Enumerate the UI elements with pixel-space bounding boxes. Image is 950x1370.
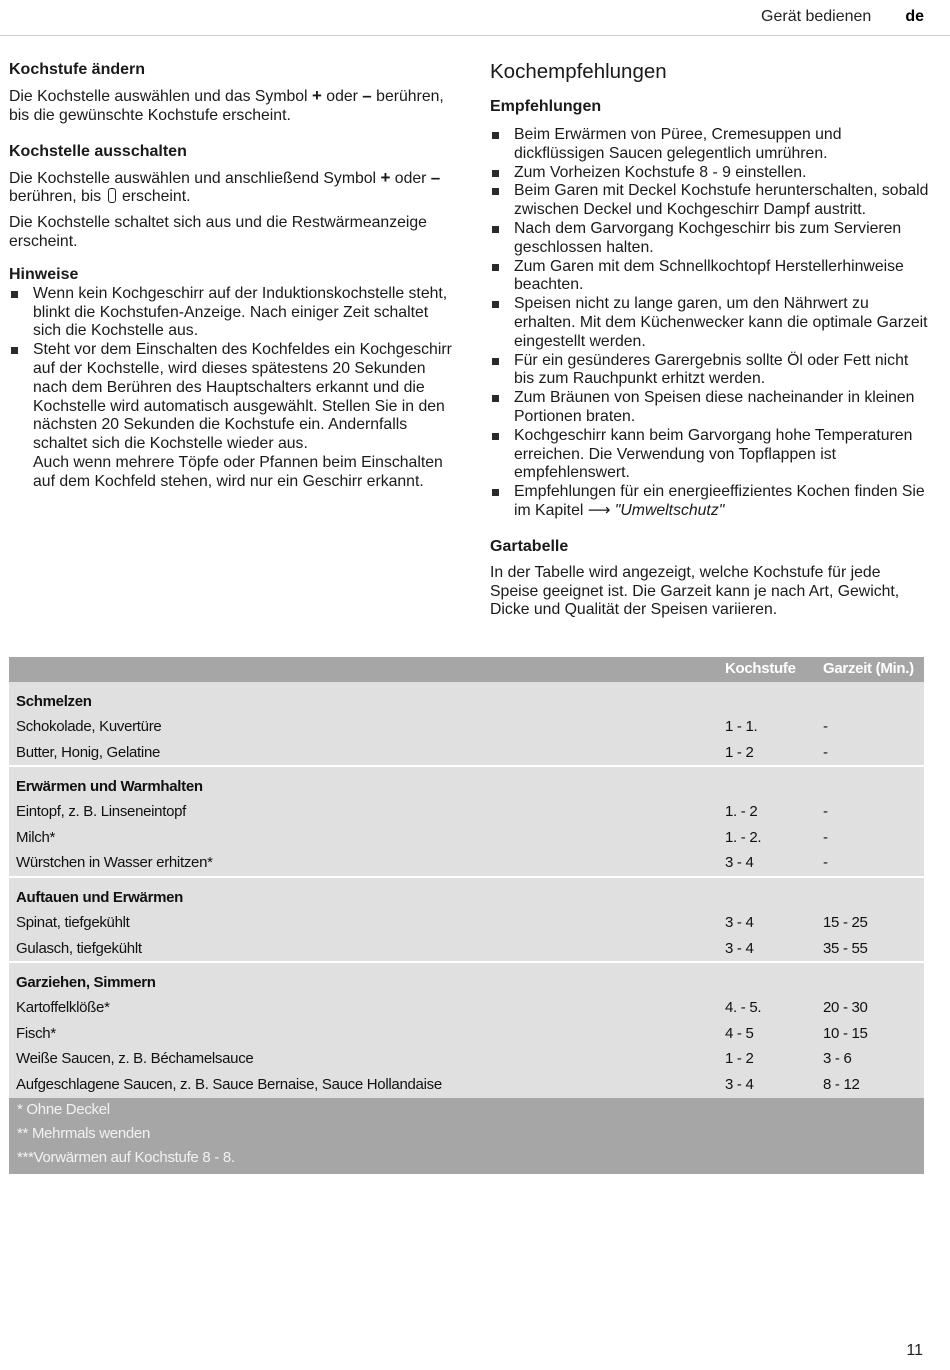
- section-title-kochstelle-ausschalten: Kochstelle ausschalten: [9, 142, 187, 160]
- arrow-right-icon: ⟶: [587, 501, 611, 519]
- table-row: Schokolade, Kuvertüre 1 - 1. -: [16, 718, 828, 735]
- list-item: Zum Bräunen von Speisen diese nacheinander in kleinen Portionen braten.: [490, 389, 930, 427]
- table-row: Kartoffelklöße* 4. - 5. 20 - 30: [16, 999, 868, 1017]
- page-number: 11: [906, 1342, 923, 1359]
- language-code: de: [905, 8, 924, 25]
- table-row: Fisch* 4 - 5 10 - 15: [16, 1024, 868, 1042]
- list-item: Nach dem Garvorgang Kochgeschirr bis zum Servieren geschlossen halten.: [490, 220, 930, 258]
- list-item: Zum Vorheizen Kochstufe 8 - 9 einstellen.: [490, 164, 930, 183]
- table-group-erwaermen: [9, 767, 924, 878]
- table-group-garziehen: [9, 963, 924, 1097]
- paragraph-kochstelle-ausschalten: Die Kochstelle auswählen und anschließend Symbol + oder – berühren, bis erscheint.: [9, 167, 441, 206]
- section-title-hinweise: Hinweise: [9, 265, 79, 283]
- list-item: Speisen nicht zu lange garen, um den Nährwert zu erhalten. Mit dem Küchenwecker kann die optimale Garzeit eingestellt werden.: [490, 295, 930, 351]
- left-column: [9, 60, 454, 492]
- paragraph-hint-extra: Auch wenn mehrere Töpfe oder Pfannen beim Einschalten auf dem Kochfeld stehen, wird nur ein Geschirr erkannt.: [33, 453, 443, 490]
- subsection-title-empfehlungen: Empfehlungen: [490, 98, 602, 115]
- group-title: Auftauen und Erwärmen: [16, 888, 184, 906]
- list-item: Für ein gesünderes Garergebnis sollte Öl oder Fett nicht bis zum Rauchpunkt erhitzt werden.: [490, 352, 930, 390]
- footnote: ***Vorwärmen auf Kochstufe 8 - 8.: [17, 1148, 235, 1166]
- table-row: Eintopf, z. B. Linseneintopf 1. - 2 -: [16, 803, 828, 821]
- section-title-kochempfehlungen: Kochempfehlungen: [490, 60, 667, 83]
- group-title: Garziehen, Simmern: [16, 974, 156, 992]
- column-header-kochstufe: Kochstufe: [725, 660, 796, 677]
- right-column: [490, 60, 930, 620]
- list-item: Kochgeschirr kann beim Garvorgang hohe Temperaturen erreichen. Die Verwendung von Topflappen ist empfehlenswert.: [490, 427, 930, 483]
- table-footnotes: [9, 1098, 924, 1174]
- plus-icon: +: [380, 167, 391, 187]
- table-row: Würstchen in Wasser erhitzen* 3 - 4 -: [16, 854, 828, 872]
- list-item: Beim Garen mit Deckel Kochstufe herunterschalten, sobald zwischen Deckel und Kochgeschirr Dampf austritt.: [490, 182, 930, 220]
- list-item: Wenn kein Kochgeschirr auf der Induktionskochstelle steht, blinkt die Kochstufen-Anzeige. Nach einiger Zeit schaltet sich die Kochstelle aus.: [9, 285, 454, 341]
- table-row: Gulasch, tiefgekühlt 3 - 4 35 - 55: [16, 939, 868, 957]
- paragraph-kochstufe-aendern: Die Kochstelle auswählen und das Symbol + oder – berühren, bis die gewünschte Kochstufe erscheint.: [9, 86, 444, 124]
- table-row: Spinat, tiefgekühlt 3 - 4 15 - 25: [16, 913, 868, 931]
- paragraph-restwaerme: Die Kochstelle schaltet sich aus und die Restwärmeanzeige erscheint.: [9, 214, 427, 250]
- page-header: [761, 6, 924, 28]
- subsection-title-gartabelle: Gartabelle: [490, 537, 569, 555]
- hints-list: [9, 285, 454, 454]
- group-title: Schmelzen: [16, 693, 92, 710]
- list-item: Empfehlungen für ein energieeffizientes Kochen finden Sie im Kapitel ⟶ "Umweltschutz": [490, 483, 930, 521]
- footnote: * Ohne Deckel: [17, 1100, 110, 1118]
- table-group-auftauen: [9, 878, 924, 963]
- section-title-kochstufe-aendern: Kochstufe ändern: [9, 61, 146, 78]
- plus-icon: +: [311, 86, 322, 105]
- list-item: Beim Erwärmen von Püree, Cremesuppen und dickflüssigen Saucen gelegentlich umrühren.: [490, 126, 930, 164]
- list-item: Steht vor dem Einschalten des Kochfeldes ein Kochgeschirr auf der Kochstelle, wird dieses spätestens 20 Sekunden nach dem Berühren des Hauptschalters erkannt und die Kochstelle wird automatisch ausgewählt. Stellen Sie in den nächsten 20 Sekunden die Kochstufe ein. Andernfalls schaltet sich die Kochstelle wieder aus.: [9, 341, 454, 454]
- zero-display-icon: [108, 188, 116, 203]
- chapter-reference-link[interactable]: "Umweltschutz": [614, 501, 725, 519]
- paragraph-gartabelle: In der Tabelle wird angezeigt, welche Kochstufe für jede Speise geeignet ist. Die Garzeit kann je nach Art, Gewicht, Dicke und Qualität der Speisen variieren.: [490, 563, 900, 619]
- table-row: Milch* 1. - 2. -: [16, 828, 828, 846]
- column-header-garzeit: Garzeit (Min.): [823, 660, 914, 677]
- chapter-title: Gerät bedienen: [761, 8, 872, 25]
- footnote: ** Mehrmals wenden: [17, 1124, 150, 1142]
- table-row: Weiße Saucen, z. B. Béchamelsauce 1 - 2 3 - 6: [16, 1050, 852, 1068]
- table-row: Aufgeschlagene Saucen, z. B. Sauce Bernaise, Sauce Hollandaise 3 - 4 8 - 12: [16, 1075, 860, 1093]
- recommendations-list: [490, 126, 930, 521]
- table-group-schmelzen: [9, 682, 924, 767]
- list-item: Zum Garen mit dem Schnellkochtopf Herstellerhinweise beachten.: [490, 258, 930, 296]
- header-divider: [0, 35, 950, 36]
- minus-icon: –: [430, 167, 441, 187]
- minus-icon: –: [362, 86, 372, 105]
- table-header: [9, 657, 924, 682]
- table-row: Butter, Honig, Gelatine 1 - 2 -: [16, 743, 828, 761]
- cooking-table: [9, 657, 924, 1174]
- group-title: Erwärmen und Warmhalten: [16, 778, 203, 796]
